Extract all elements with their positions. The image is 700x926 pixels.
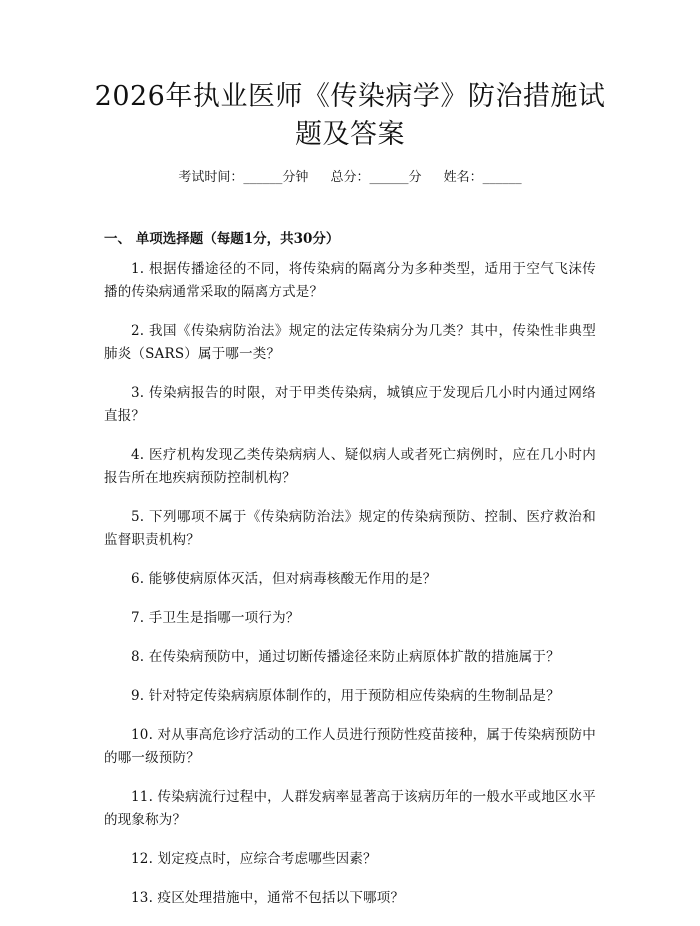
question-item: 6. 能够使病原体灭活，但对病毒核酸无作用的是？ <box>131 571 437 587</box>
total-score-field: 总分：______分 <box>330 170 422 185</box>
question-item: 1. 根据传播途径的不同，将传染病的隔离分为多种类型，适用于空气飞沫传播的传染病通常采取的隔离方式是？ <box>104 261 596 300</box>
exam-time-field: 考试时间：______分钟 <box>178 170 309 185</box>
question-item: 10. 对从事高危诊疗活动的工作人员进行预防性疫苗接种，属于传染病预防中的哪一级预防？ <box>104 727 596 766</box>
question-item: 13. 疫区处理措施中，通常不包括以下哪项？ <box>131 890 405 906</box>
question-item: 9. 针对特定传染病病原体制作的，用于预防相应传染病的生物制品是？ <box>131 688 560 704</box>
question-item: 7. 手卫生是指哪一项行为？ <box>131 610 300 626</box>
question-item: 5. 下列哪项不属于《传染病防治法》规定的传染病预防、控制、医疗救治和监督职责机构？ <box>104 509 596 548</box>
question-item: 11. 传染病流行过程中，人群发病率显著高于该病历年的一般水平或地区水平的现象称为？ <box>104 789 596 828</box>
exam-info-row <box>0 168 700 188</box>
question-item: 8. 在传染病预防中，通过切断传播途径来防止病原体扩散的措施属于？ <box>131 649 560 665</box>
question-item: 3. 传染病报告的时限，对于甲类传染病，城镇应于发现后几小时内通过网络直报？ <box>104 385 596 424</box>
section-heading: 一、 单项选择题（每题1分，共30分） <box>104 231 340 247</box>
question-item: 12. 划定疫点时，应综合考虑哪些因素？ <box>131 851 377 867</box>
document-title: 2026年执业医师《传染病学》防治措施试题及答案 <box>94 81 606 150</box>
question-item: 4. 医疗机构发现乙类传染病病人、疑似病人或者死亡病例时，应在几小时内报告所在地疾病预防控制机构？ <box>104 447 596 486</box>
question-item: 2. 我国《传染病防治法》规定的法定传染病分为几类？其中，传染性非典型肺炎（SARS）属于哪一类？ <box>104 323 596 362</box>
student-name-field: 姓名：______ <box>443 170 522 185</box>
question-list <box>104 258 596 926</box>
